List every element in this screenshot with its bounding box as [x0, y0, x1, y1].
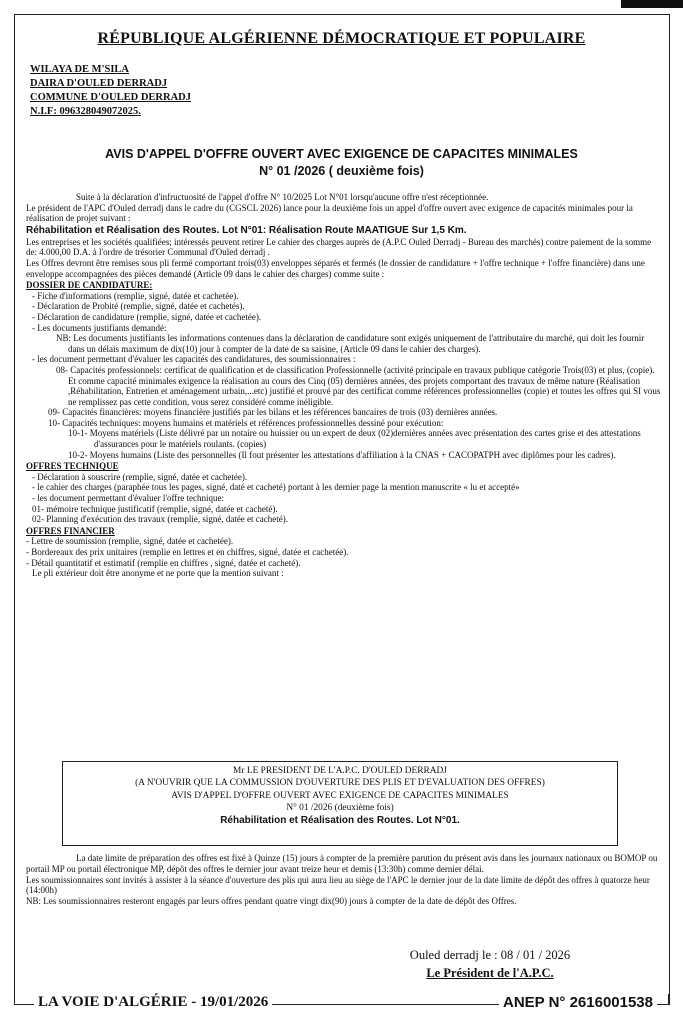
anep-number: ANEP N° 2616001538: [499, 994, 657, 1011]
footer: [0, 994, 683, 1018]
intro-paragraph-3: Les entreprises et les sociétés qualifiées; intéressés peuvent retirer Le cahier des charges auprès de (A.P.C Ouled Derradj - Bureau des marchés) contre paiement de la somme de: 4.000,00 D.A. à l'ordre de trésorier Communal d'Ouled derradj .: [26, 236, 652, 258]
dossier-item: - Fiche d'informations (remplie, signé, datée et cachetée).: [32, 290, 239, 301]
footer-tick-left: [14, 994, 15, 1005]
box-line-2: (A N'OUVRIR QUE LA COMMUSSION D'OUVERTURE DES PLIS ET D'EVALUATION DES OFFRES): [135, 778, 545, 789]
notice-title-line1: AVIS D'APPEL D'OFFRE OUVERT AVEC EXIGENCE DE CAPACITES MINIMALES: [105, 147, 578, 161]
financier-heading: OFFRES FINANCIER: [26, 525, 115, 536]
closing-paragraph-3: NB: Les soumissionnaires resteront engagés par leurs offres pendant quatre vingt dix(90) jours à compter de la date de dépôt des Offres.: [26, 896, 517, 907]
capacity-08: 08- Capacités professionnels: certificat de qualification et de classification Professionnelle (activité principale en travaux publique catégorie Trois(03) et plus, (copie). Et comme capacité minimales exigence la réalisation au cours des Cinq (05) dernières années, des projets comportant des travaux de même nature (Réalisation ,Réhabilitation, Entretien et aménagement urbain,...etc) justifié et prouvé par des certificat comme références professionnelles (copie) et toutes les offres qui SI vous ne remplissez pas cette condition, vous serez considéré comme inéligible.: [56, 364, 661, 407]
financier-item: - Lettre de soumission (remplie, signé, datée et cachetée).: [26, 536, 234, 547]
capacity-10: 10- Capacités techniques: moyens humains et matériels et références professionnelles dessiné pour exécution:: [48, 417, 444, 428]
technique-item: 01- mémoire technique justificatif (remplie, signé, datée et cacheté).: [32, 503, 278, 514]
closing-text: [26, 853, 662, 907]
financier-item: - Détail quantitatif et estimatif (remplie en chiffres , signé, datée et cacheté).: [26, 557, 301, 568]
box-line-1: Mr LE PRESIDENT DE L'A.P.C. D'OULED DERRADJ: [233, 766, 447, 776]
box-line-4: N° 01 /2026 (deuxième fois): [286, 803, 394, 814]
capacity-10-1: 10-1- Moyens matériels (Liste délivré par un notaire ou huissier ou un expert de deux (02)dernières années avec présentation des cartes grise et des attestations d'assurances pour le matériels roulants. (copies): [68, 428, 641, 450]
technique-heading: OFFRES TECHNIQUE: [26, 461, 119, 472]
financier-item: - Bordereaux des prix unitaires (remplie en lettres et en chiffres, signé, datée et cachetée).: [26, 547, 349, 557]
project-title: Réhabilitation et Réalisation des Routes. Lot N°01: Réalisation Route MAATIGUE Sur 1,5 Km.: [26, 224, 467, 236]
box-line-5: Réhabilitation et Réalisation des Routes. Lot N°01.: [220, 814, 460, 826]
technique-item: - les document permettant d'évaluer l'offre technique:: [32, 493, 225, 504]
technique-item: - le cahier des charges (paraphée tous les pages, signé, daté et cacheté) portant à les dernier page la mention manuscrite « lu et accepté»: [32, 482, 520, 493]
signature-block: [380, 946, 600, 982]
nif-line: N.I.F: 096328049072025.: [30, 106, 141, 117]
dossier-item: - Les documents justifiants demandé:: [32, 322, 167, 333]
dossier-heading: DOSSIER DE CANDIDATURE:: [26, 280, 153, 291]
corner-mark: [621, 0, 683, 8]
financier-item: Le pli extérieur doit être anonyme et ne porte que la mention suivant :: [32, 568, 284, 579]
notice-title: [0, 146, 683, 180]
envelope-mention-box: [62, 761, 618, 846]
dossier-item: - Déclaration de Probité (remplie, signé, datée et cachetés).: [32, 301, 245, 312]
notice-body: [26, 192, 662, 579]
wilaya-line: WILAYA DE M'SILA: [30, 64, 130, 75]
newspaper-credit: LA VOIE D'ALGÉRIE - 19/01/2026: [34, 994, 272, 1011]
intro-paragraph-2: Le président de l'APC d'Ouled derradj dans le cadre du (CGSCL 2026) lance pour la deuxième fois un appel d'offre ouvert avec exigence de capacités minimales pour la réalisation de projet suivant :: [26, 202, 633, 224]
capacity-10-2: 10-2- Moyens humains (Liste des personnelles (Il fout présenter les attestations d'affiliation à la CNAS + CACOPATPH avec diplômes pour les cadres).: [68, 449, 616, 460]
intro-paragraph-1: Suite à la déclaration d'infructuosité de l'appel d'offre N° 10/2025 Lot N°01 lorsqu'aucune offre n'est réceptionnée.: [76, 192, 489, 202]
notice-title-line2: N° 01 /2026 ( deuxième fois): [259, 164, 424, 178]
footer-tick-right: [668, 994, 669, 1005]
republic-heading: RÉPUBLIQUE ALGÉRIENNE DÉMOCRATIQUE ET POPULAIRE: [97, 30, 586, 47]
commune-line: COMMUNE D'OULED DERRADJ: [30, 92, 191, 103]
intro-paragraph-4: Les Offres devront être remises sous pli fermé comportant trois(03) enveloppes séparés et fermés (le dossier de candidature + l'offre technique + l'offre financière) dans une enveloppe accompagnées des pièces demandé (Article 09 dans le cahier des charges) comme suite :: [26, 257, 645, 279]
president-title: Le Président de l'A.P.C.: [426, 966, 554, 980]
place-date: Ouled derradj le : 08 / 01 / 2026: [409, 948, 571, 962]
technique-item: - Déclaration à souscrire (remplie, signé, datée et cachetée).: [32, 471, 248, 482]
closing-paragraph-2: Les soumissionnaires sont invités à assister à la séance d'ouverture des plis qui aura lieu au siège de l'APC le dernier jour de la date limite de dépôt des offres à quatorze heur (14:00h): [26, 874, 650, 896]
technique-item: 02- Planning d'exécution des travaux (remplie, signé, datée et cacheté).: [32, 514, 289, 525]
closing-paragraph-1: La date limite de préparation des offres est fixé à Quinze (15) jours à compter de la première parution du présent avis dans les journaux nationaux ou BOMOP ou portail MP ou portail électronique MP, dépôt des offres le dernier jour avant treize heur et demis (13:30h) comme dernier délai.: [26, 853, 658, 874]
capacity-09: 09- Capacités financières: moyens financière justifiés par les bilans et les références bancaires de trois (03) dernières années.: [48, 407, 498, 418]
administration-block: [30, 63, 191, 119]
daira-line: DAIRA D'OULED DERRADJ: [30, 78, 168, 89]
dossier-item: - Déclaration de candidature (remplie, signé, datée et cachetée).: [32, 311, 262, 322]
dossier-nb: NB: Les documents justifiants les informations contenues dans la déclaration de candidature sont exigés uniquement de l'attributaire du marché, qui doit les fournir dans un délais maximum de dix(10) jour à compter de la date de sa saisine, (Article 09 dans le cahier des charges).: [56, 333, 645, 354]
box-line-3: AVIS D'APPEL D'OFFRE OUVERT AVEC EXIGENCE DE CAPACITES MINIMALES: [171, 790, 509, 801]
dossier-eval-intro: - les document permettant d'évaluer les capacités des candidatures, des soumissionnaires :: [32, 354, 356, 365]
